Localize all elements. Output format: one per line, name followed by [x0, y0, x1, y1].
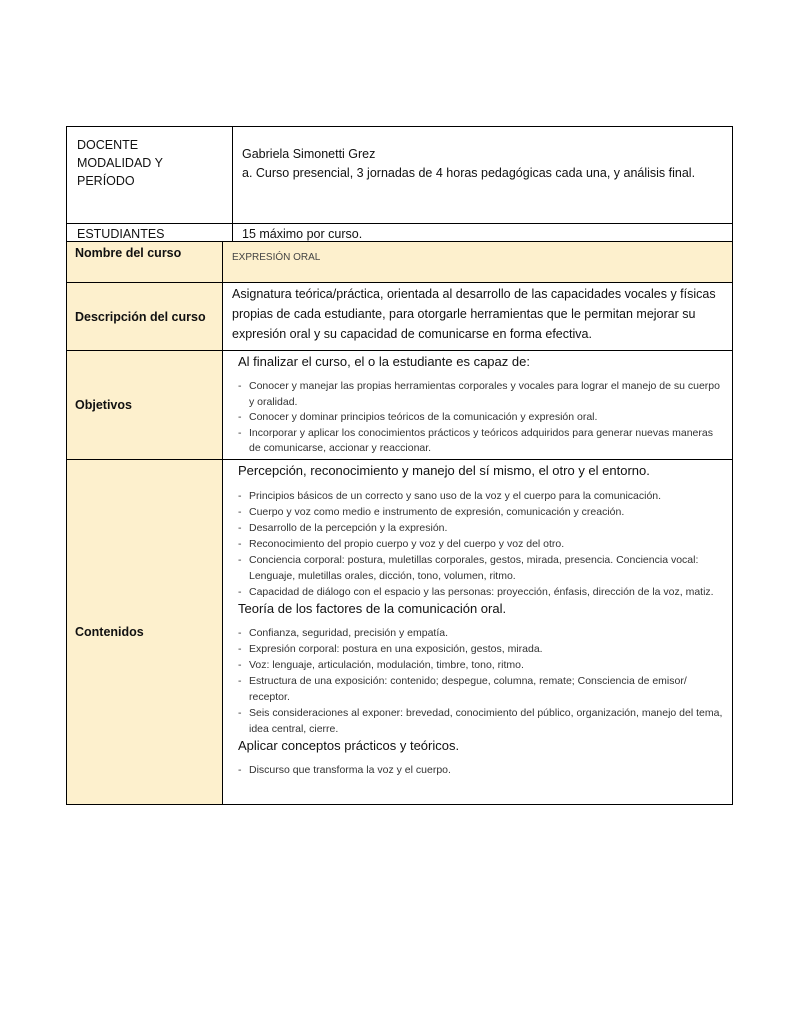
- docente-value: Gabriela Simonetti Grez: [242, 147, 376, 161]
- descripcion-label: Descripción del curso: [75, 309, 206, 324]
- contenidos-heading-1: Percepción, reconocimiento y manejo del sí mismo, el otro y el entorno.: [238, 463, 650, 478]
- docente-value-cell: [233, 127, 733, 224]
- estudiantes-label: ESTUDIANTES: [67, 224, 233, 245]
- nombre-label-cell: [67, 242, 223, 283]
- contenido-item: - Discurso que transforma la voz y el cuerpo.: [232, 762, 726, 778]
- objetivo-item: - Conocer y manejar las propias herramientas corporales y vocales para lograr el manejo de su cuerpo y oralidad.: [232, 379, 726, 410]
- contenido-item: - Expresión corporal: postura en una exposición, gestos, mirada.: [232, 641, 726, 657]
- modalidad-value: a. Curso presencial, 3 jornadas de 4 horas pedagógicas cada una, y análisis final.: [242, 166, 696, 180]
- objetivos-content: [223, 351, 733, 460]
- contenidos-list-3: [232, 762, 726, 778]
- docente-row: [67, 127, 733, 224]
- contenido-item: - Reconocimiento del propio cuerpo y voz y del cuerpo y voz del otro.: [232, 536, 726, 552]
- contenidos-list-1: [232, 488, 726, 600]
- contenido-item: - Capacidad de diálogo con el espacio y las personas: proyección, énfasis, dirección de la voz, matiz.: [232, 584, 726, 600]
- contenido-item: - Voz: lenguaje, articulación, modulación, timbre, tono, ritmo.: [232, 657, 726, 673]
- contenidos-list-2: [232, 625, 726, 737]
- descripcion-row: [67, 283, 733, 351]
- contenido-item: - Estructura de una exposición: contenido; despegue, columna, remate; Consciencia de emisor/ receptor.: [232, 673, 726, 705]
- contenido-item: - Principios básicos de un correcto y sano uso de la voz y el cuerpo para la comunicación.: [232, 488, 726, 504]
- objetivo-item: - Conocer y dominar principios teóricos de la comunicación y expresión oral.: [232, 410, 726, 426]
- descripcion-label-cell: [67, 283, 223, 351]
- objetivos-label-cell: [67, 351, 223, 460]
- nombre-value: EXPRESIÓN ORAL: [223, 242, 733, 283]
- contenido-item: - Conciencia corporal: postura, muletillas corporales, gestos, mirada, presencia. Conciencia vocal: Lenguaje, muletillas orales, dicción, tono, volumen, ritmo.: [232, 552, 726, 584]
- contenido-item: - Desarrollo de la percepción y la expresión.: [232, 520, 726, 536]
- objetivos-row: [67, 351, 733, 460]
- contenidos-content: [223, 460, 733, 805]
- contenido-item: - Seis consideraciones al exponer: brevedad, conocimiento del público, organización, manejo del tema, idea central, cierre.: [232, 705, 726, 737]
- modalidad-label-line-1: MODALIDAD Y: [77, 156, 163, 170]
- estudiantes-value: 15 máximo por curso.: [233, 224, 733, 245]
- contenido-item: - Confianza, seguridad, precisión y empatía.: [232, 625, 726, 641]
- modalidad-label-line-2: PERÍODO: [77, 174, 135, 188]
- contenidos-heading-2: Teoría de los factores de la comunicación oral.: [238, 601, 507, 616]
- contenidos-heading-3: Aplicar conceptos prácticos y teóricos.: [238, 738, 460, 753]
- nombre-row: [67, 242, 733, 283]
- objetivos-label: Objetivos: [75, 398, 132, 412]
- docente-label: DOCENTE: [77, 138, 139, 152]
- objetivo-item: - Incorporar y aplicar los conocimientos prácticos y teóricos adquiridos para generar nuevas maneras de comunicarse, accionar y reaccionar.: [232, 426, 726, 457]
- objetivos-intro: Al finalizar el curso, el o la estudiante es capaz de:: [238, 354, 530, 369]
- objetivos-list: [232, 379, 726, 457]
- course-table: [66, 241, 733, 805]
- descripcion-value: Asignatura teórica/práctica, orientada al desarrollo de las capacidades vocales y físicas propias de cada estudiante, para otorgarle herramientas que le permitan mejorar su expresión oral y su capacidad de comunicarse en forma efectiva.: [223, 283, 733, 351]
- contenidos-row: [67, 460, 733, 805]
- nombre-label: Nombre del curso: [75, 246, 182, 260]
- info-table: [66, 126, 733, 245]
- contenido-item: - Cuerpo y voz como medio e instrumento de expresión, comunicación y creación.: [232, 504, 726, 520]
- contenidos-label: Contenidos: [75, 625, 144, 639]
- docente-label-cell: [67, 127, 233, 224]
- contenidos-label-cell: [67, 460, 223, 805]
